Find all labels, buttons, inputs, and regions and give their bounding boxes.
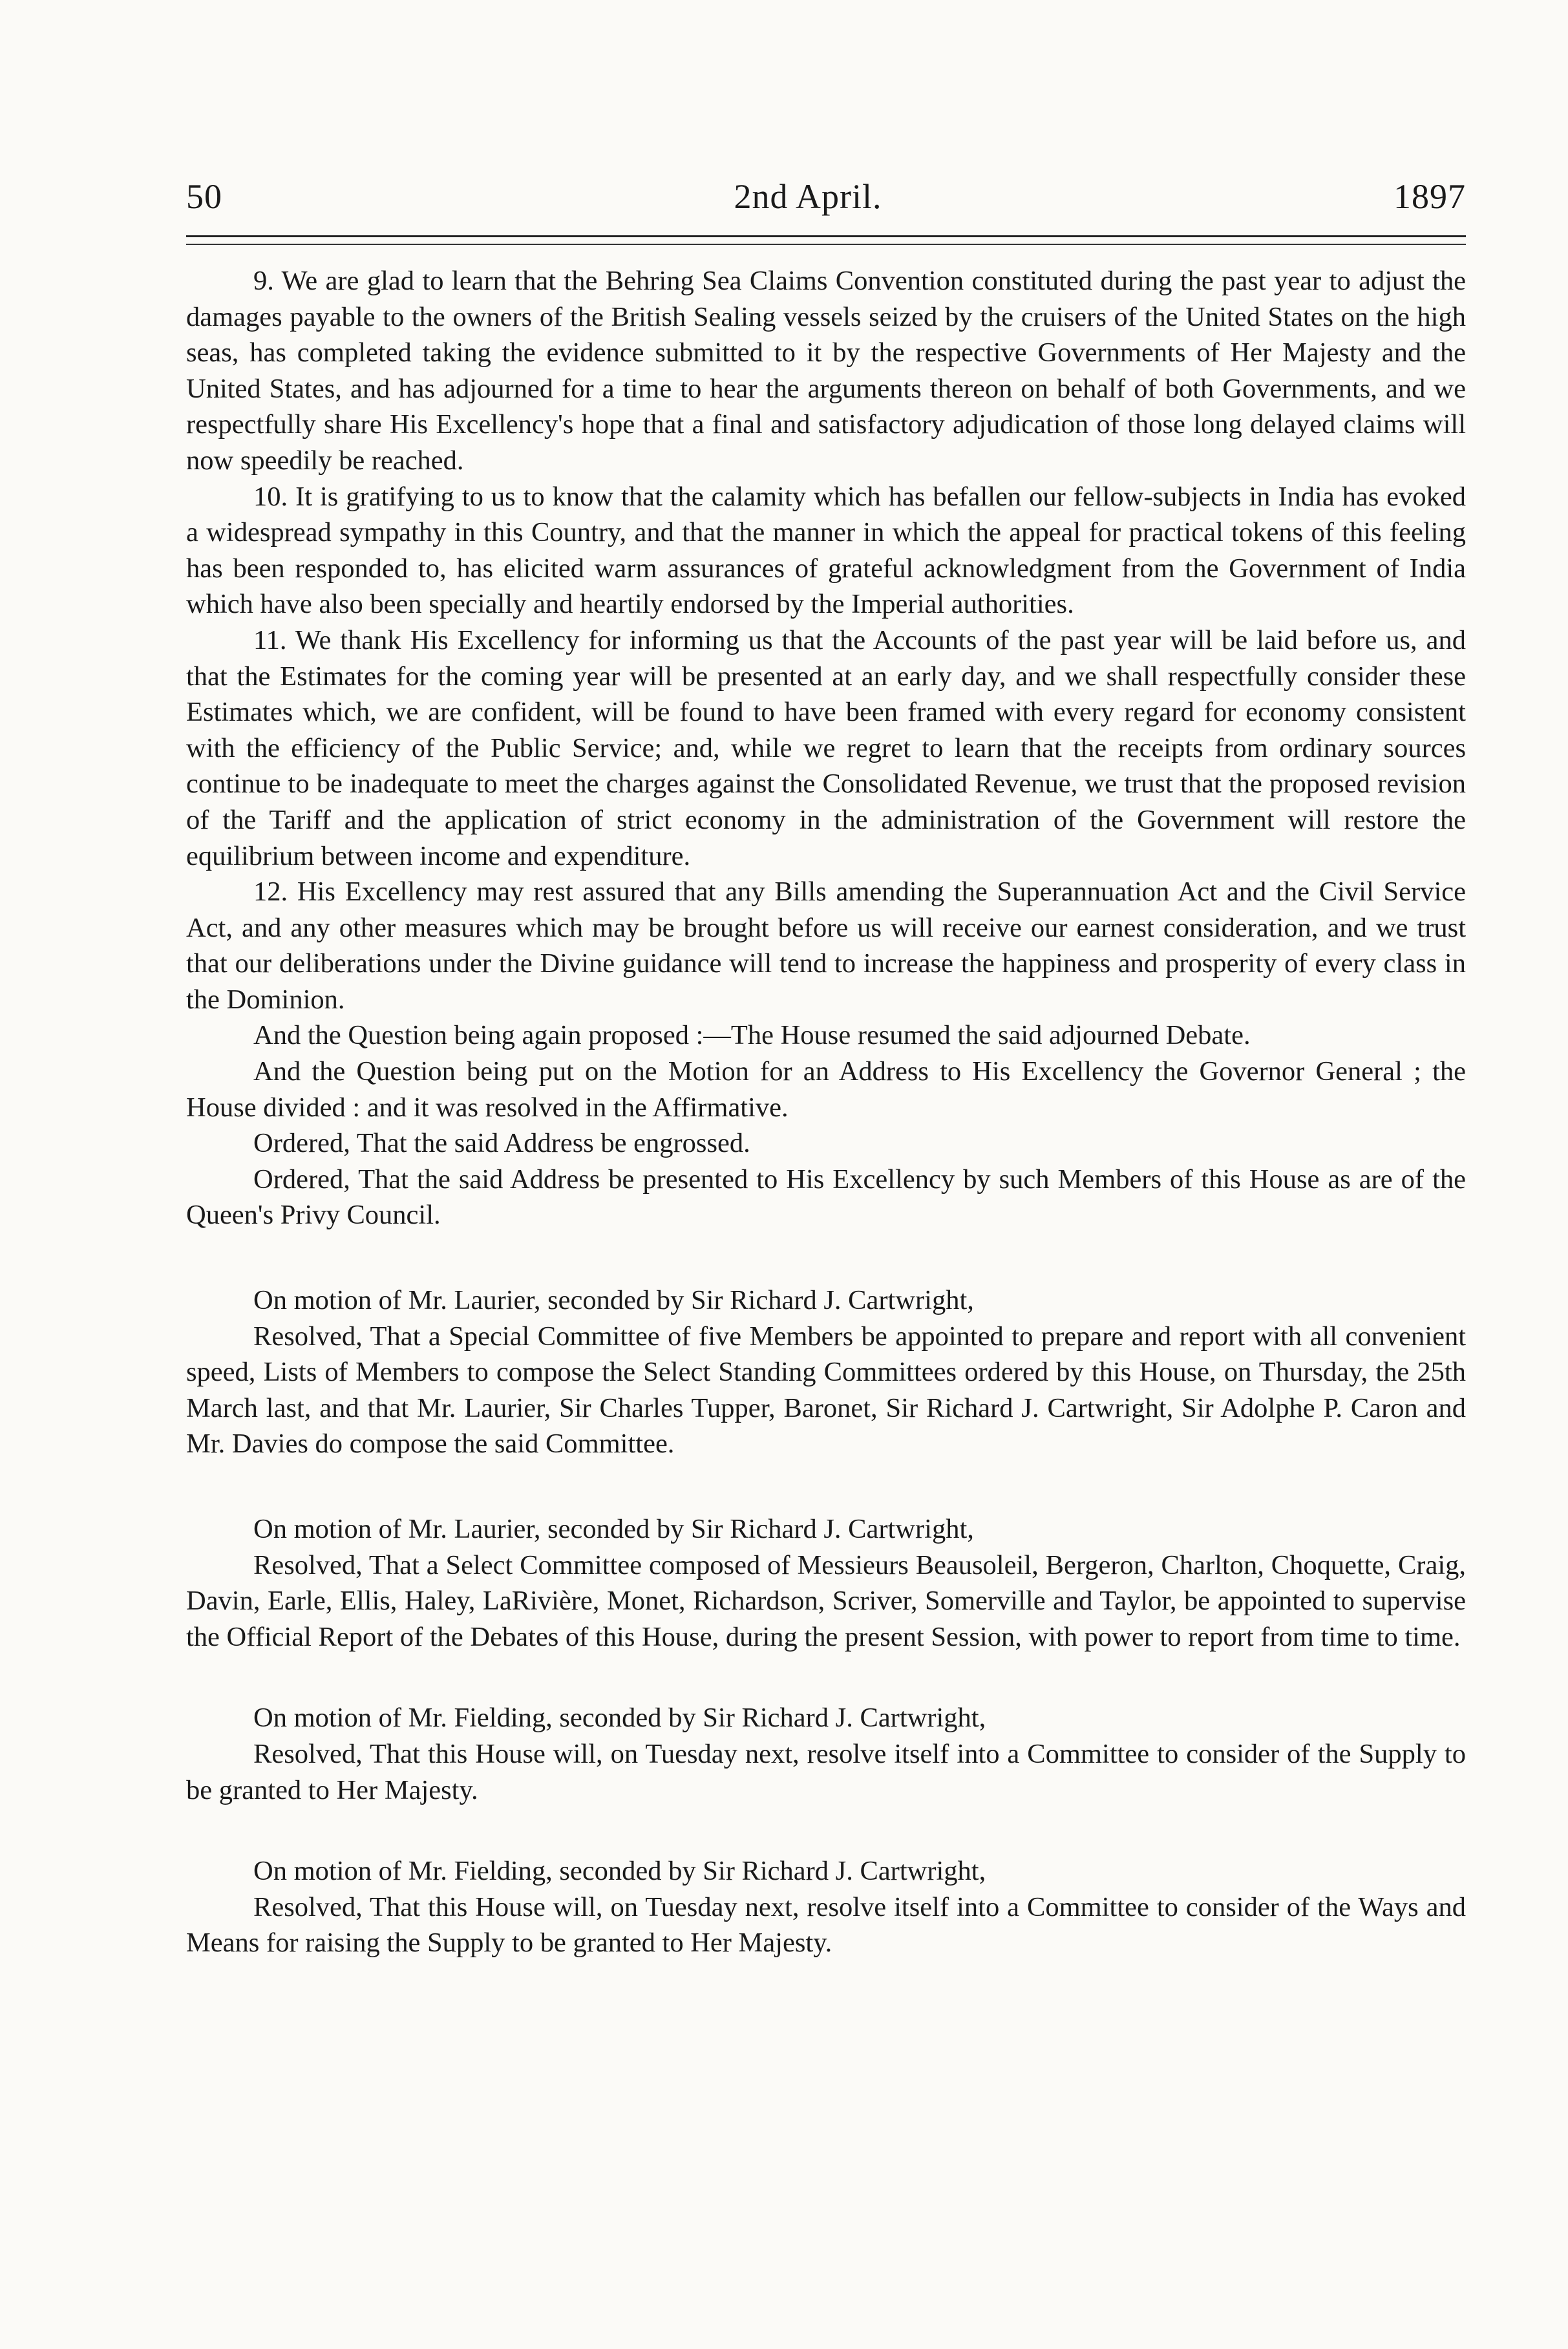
motion-mover: On motion of Mr. Fielding, seconded by Sir Richard J. Cartwright, xyxy=(253,1703,986,1734)
journal-body xyxy=(186,263,1466,1961)
motion-mover: On motion of Mr. Laurier, seconded by Sir Richard J. Cartwright, xyxy=(253,1514,974,1544)
paragraph-9: 9. We are glad to learn that the Behring Sea Claims Convention constituted during the past year to adjust the damages payable to the owners of the British Sealing vessels seized by the cruisers of the United States on the high seas, has completed taking the evidence submitted to it by the respective Governments of Her Majesty and the United States, and has adjourned for a time to hear the arguments thereon on behalf of both Governments, and we respectfully share His Excellency's hope that a final and satisfactory adjudication of those long delayed claims will now speedily be reached. xyxy=(186,266,1466,476)
section-gap xyxy=(186,1655,1466,1700)
page-year: 1897 xyxy=(1393,177,1466,216)
motion-block xyxy=(186,1282,1466,1462)
paragraph-10: 10. It is gratifying to us to know that the calamity which has befallen our fellow-subjects in India has evoked a widespread sympathy in this Country, and that the manner in which the appeal for practical tokens of this feeling has been responded to, has elicited warm assurances of grateful acknowledgment from the Government of India which have also been specially and heartily endorsed by the Imperial authorities. xyxy=(186,481,1466,620)
debate-resumed: And the Question being again proposed :—The House resumed the said adjourned Debate. xyxy=(253,1020,1251,1051)
motion-resolution: Resolved, That a Special Committee of five Members be appointed to prepare and report with all convenient speed, Lists of Members to compose the Select Standing Committees ordered by this House, on Thursday, the 25th March last, and that Mr. Laurier, Sir Charles Tupper, Baronet, Sir Richard J. Cartwright, Sir Adolphe P. Caron and Mr. Davies do compose the said Committee. xyxy=(186,1321,1466,1460)
page-date: 2nd April. xyxy=(734,177,882,216)
paragraph-11: 11. We thank His Excellency for informing us that the Accounts of the past year will be laid before us, and that the Estimates for the coming year will be presented at an early day, and we shall respectfully consider these Estimates which, we are confident, will be found to have been framed with every regard for economy consistent with the efficiency of the Public Service; and, while we regret to learn that the receipts from ordinary sources continue to be inadequate to meet the charges against the Consolidated Revenue, we trust that the proposed revision of the Tariff and the application of strict economy in the administration of the Government will restore the equilibrium between income and expenditure. xyxy=(186,624,1466,871)
motion-block xyxy=(186,1700,1466,1808)
journal-page xyxy=(186,176,1466,1961)
section-gap xyxy=(186,1462,1466,1511)
motion-resolution: Resolved, That this House will, on Tuesday next, resolve itself into a Committee to consider of the Ways and Means for raising the Supply to be granted to Her Majesty. xyxy=(186,1891,1466,1959)
motion-block xyxy=(186,1853,1466,1961)
section-gap xyxy=(186,1808,1466,1853)
motion-mover: On motion of Mr. Laurier, seconded by Sir Richard J. Cartwright, xyxy=(253,1285,974,1316)
question-put: And the Question being put on the Motion for an Address to His Excellency the Governor General ; the House divided : and it was resolved in the Affirmative. xyxy=(186,1056,1466,1123)
motion-block xyxy=(186,1511,1466,1655)
motion-resolution: Resolved, That this House will, on Tuesday next, resolve itself into a Committee to consider of the Supply to be granted to Her Majesty. xyxy=(186,1738,1466,1805)
motion-mover: On motion of Mr. Fielding, seconded by Sir Richard J. Cartwright, xyxy=(253,1856,986,1887)
header-rule xyxy=(186,235,1466,245)
section-gap xyxy=(186,1233,1466,1282)
order-presented: Ordered, That the said Address be presented to His Excellency by such Members of this House as are of the Queen's Privy Council. xyxy=(186,1164,1466,1231)
page-header xyxy=(186,176,1466,217)
page-number: 50 xyxy=(186,177,222,216)
motion-resolution: Resolved, That a Select Committee composed of Messieurs Beausoleil, Bergeron, Charlton, Choquette, Craig, Davin, Earle, Ellis, Haley, LaRivière, Monet, Richardson, Scriver, Somerville and Taylor, be appointed to supervise the Official Report of the Debates of this House, during the present Session, with power to report from time to time. xyxy=(186,1549,1466,1652)
order-engrossed: Ordered, That the said Address be engrossed. xyxy=(253,1128,750,1159)
paragraph-12: 12. His Excellency may rest assured that any Bills amending the Superannuation Act and the Civil Service Act, and any other measures which may be brought before us will receive our earnest consideration, and we trust that our deliberations under the Divine guidance will tend to increase the happiness and prosperity of every class in the Dominion. xyxy=(186,877,1466,1015)
